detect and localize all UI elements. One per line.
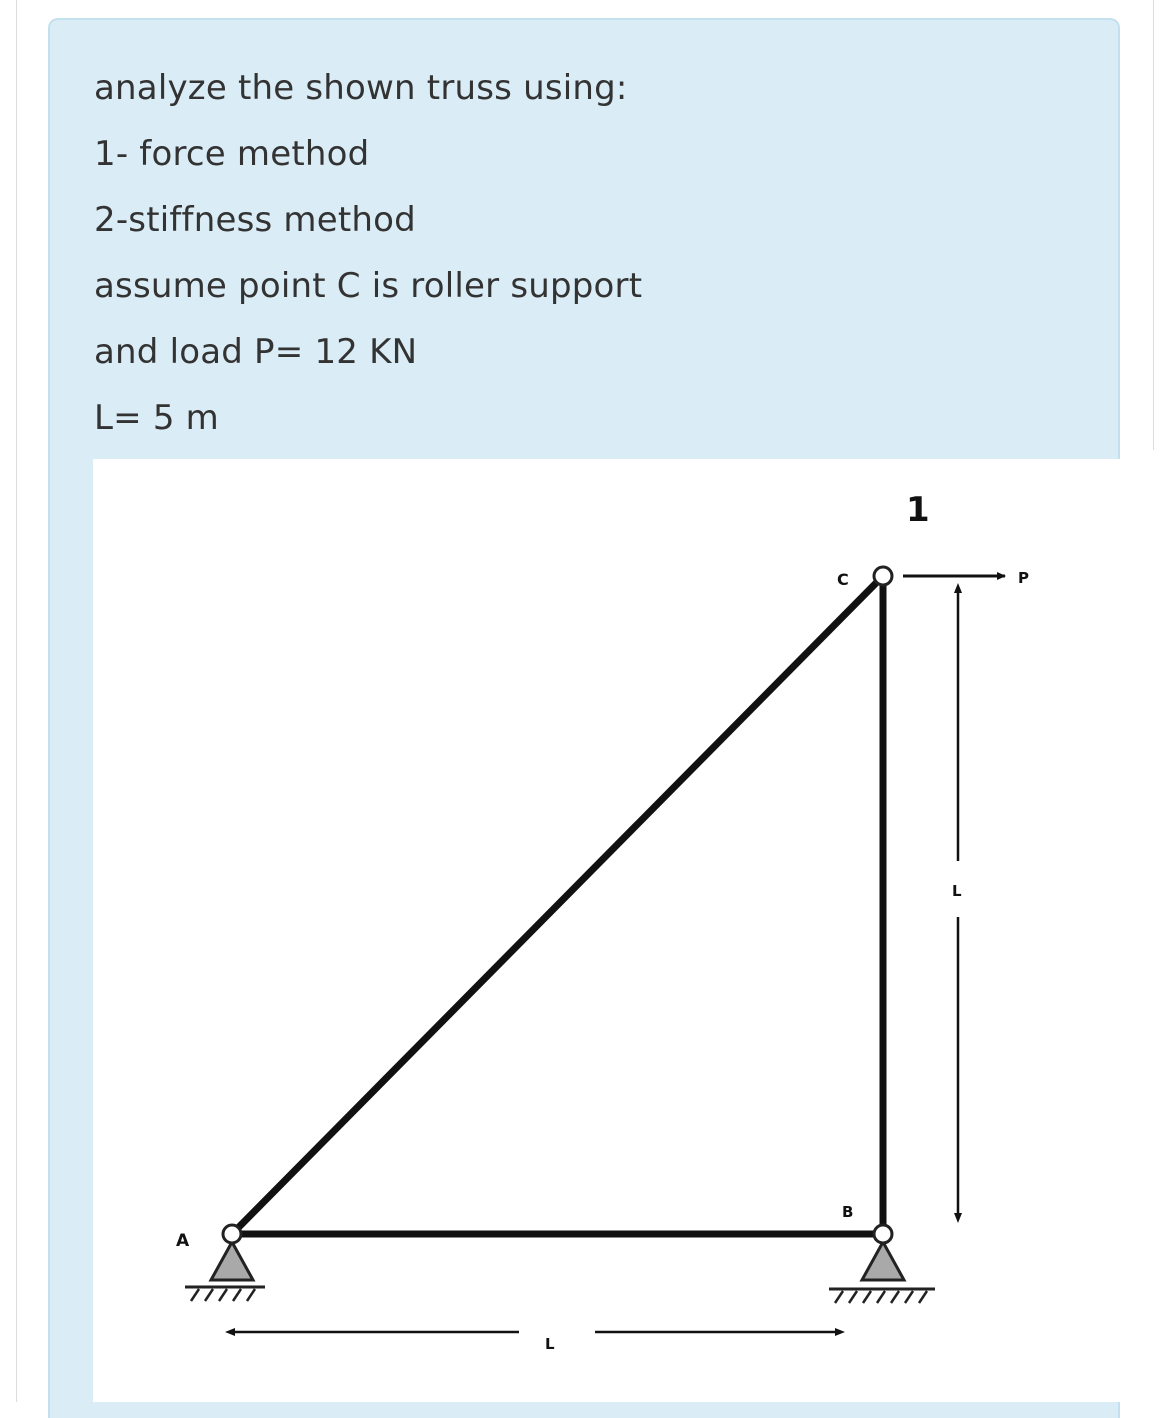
problem-line-4: assume point C is roller support	[94, 266, 643, 306]
joint-b	[874, 1225, 892, 1243]
page-left-border	[16, 0, 17, 1402]
node-b-label: B	[842, 1203, 854, 1221]
truss-diagram	[93, 459, 1120, 1402]
joint-c	[874, 567, 892, 585]
node-c-label: C	[837, 570, 849, 589]
vertical-span-label: L	[952, 882, 962, 900]
node-a-label: A	[176, 1231, 190, 1251]
pin-support-a	[185, 1242, 265, 1301]
problem-line-3: 2-stiffness method	[94, 200, 416, 240]
problem-line-5: and load P= 12 KN	[94, 332, 418, 372]
page-right-border	[1153, 0, 1154, 450]
truss-figure	[93, 459, 1120, 1402]
problem-line-1: analyze the shown truss using:	[94, 68, 628, 108]
member-ac	[232, 576, 883, 1234]
joint-a	[223, 1225, 241, 1243]
problem-line-2: 1- force method	[94, 134, 370, 174]
horizontal-span-label: L	[545, 1335, 555, 1353]
vertical-dimension	[954, 583, 962, 1223]
problem-line-6: L= 5 m	[94, 398, 219, 438]
pin-support-b	[829, 1242, 935, 1303]
member-number-label: 1	[906, 490, 930, 530]
horizontal-dimension	[225, 1328, 845, 1336]
load-p-label: P	[1018, 569, 1029, 587]
